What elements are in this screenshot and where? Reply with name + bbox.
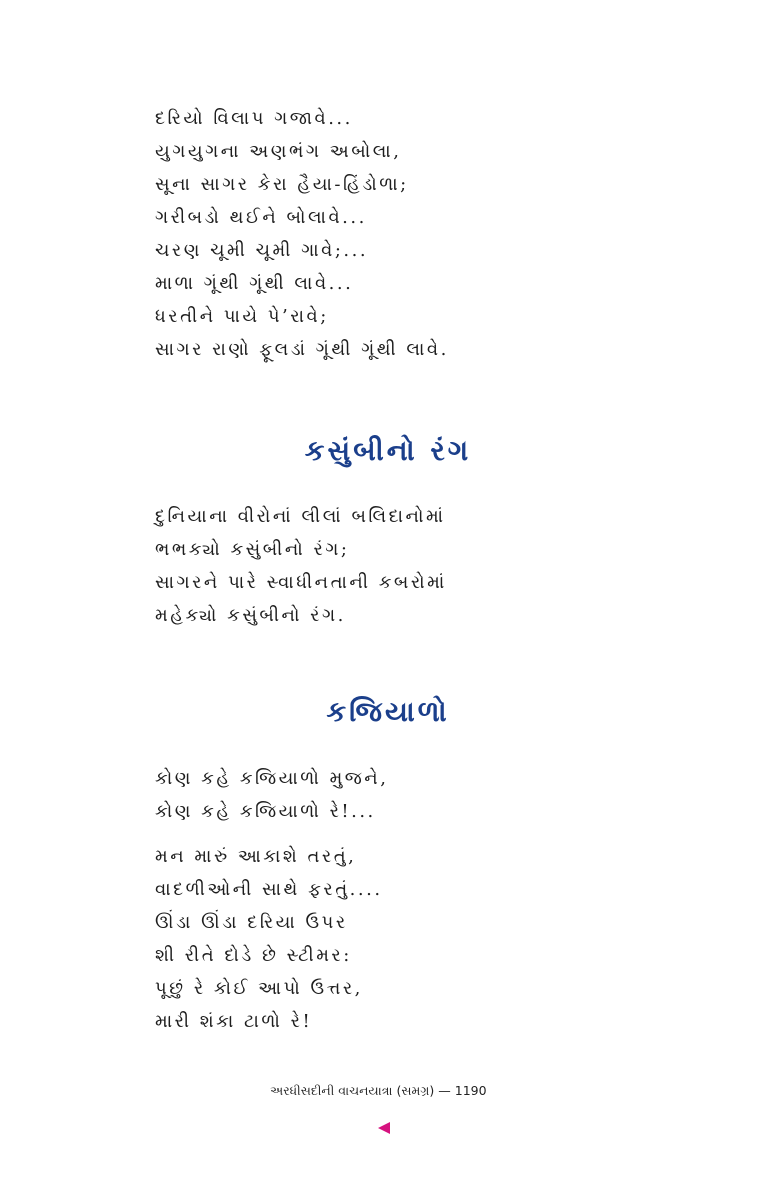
page-footer: અરધીસદીની વાચનયાત્રા (સમગ્ર) — 1190: [270, 1083, 487, 1098]
poem-line: ઊંડા ઊંડા દરિયા ઉપર: [155, 912, 348, 933]
poem-line: માળા ગૂંથી ગૂંથી લાવે...: [155, 273, 354, 294]
poem-line: કોણ કહે કજિયાળો મુજને,: [155, 768, 389, 789]
poem2-stanza: [155, 500, 447, 632]
poem-line: દુનિયાના વીરોનાં લીલાં બલિદાનોમાં: [155, 506, 446, 527]
poem-line: ગરીબડો થઈને બોલાવે...: [155, 207, 367, 228]
poem-line: સાગર રાણો ફૂલડાં ગૂંથી ગૂંથી લાવે.: [155, 339, 449, 360]
poem-line: મારી શંકા ટાળો રે!: [155, 1011, 313, 1032]
poem-line: ચરણ ચૂમી ચૂમી ગાવે;...: [155, 240, 369, 261]
poem-line: કોણ કહે કજિયાળો રે!...: [155, 801, 376, 822]
poem-line: મન મારું આકાશે તરતું,: [155, 846, 357, 867]
poem1-stanza: [155, 102, 449, 366]
poem-line: શી રીતે દોડે છે સ્ટીમર:: [155, 945, 352, 966]
poem-line: દરિયો વિલાપ ગજાવે...: [155, 108, 353, 129]
poem3-stanza-1: [155, 762, 388, 828]
poem3-stanza-2: [155, 840, 383, 1038]
poem-line: ભભક્યો કસુંબીનો રંગ;: [155, 539, 350, 560]
triangle-left-icon[interactable]: [378, 1122, 390, 1134]
poem-line: યુગયુગના અણભંગ અબોલા,: [155, 141, 402, 162]
poem-line: સૂના સાગર કેરા હૈયા-હિંડોળા;: [155, 174, 409, 195]
poem-line: મહેક્યો કસુંબીનો રંગ.: [155, 605, 346, 626]
poem-line: પૂછું રે કોઈ આપો ઉત્તર,: [155, 978, 363, 999]
poem-line: ધરતીને પાયે પે’રાવે;: [155, 306, 329, 327]
poem3-title: કજિયાળો: [326, 695, 450, 728]
poem-line: વાદળીઓની સાથે ફરતું....: [155, 879, 383, 900]
poem-line: સાગરને પારે સ્વાધીનતાની કબરોમાં: [155, 572, 447, 593]
poem2-title: કસુંબીનો રંગ: [304, 434, 472, 467]
